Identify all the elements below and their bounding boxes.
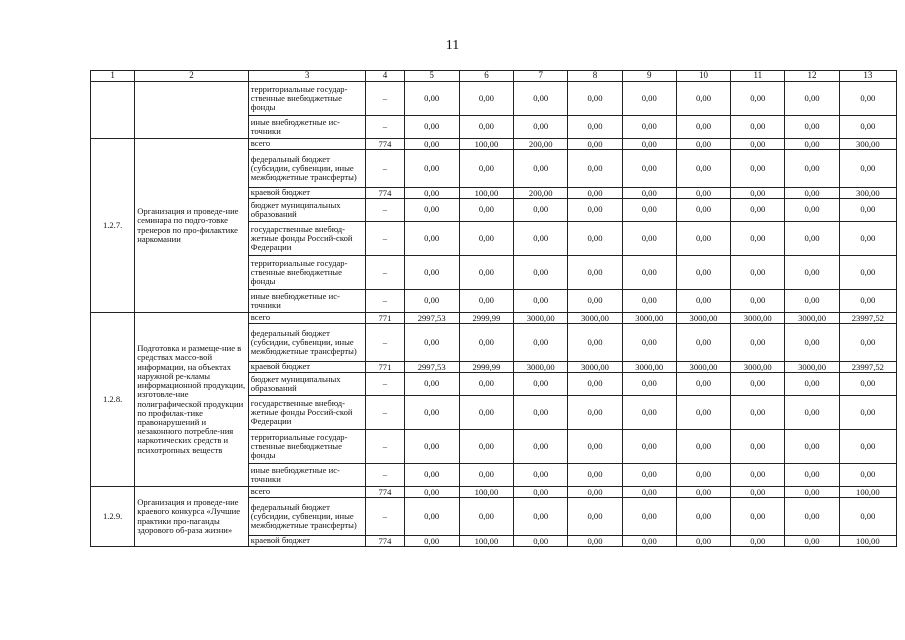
item-number: 1.2.9. <box>91 487 135 547</box>
grbs-code: – <box>366 464 404 487</box>
amount-cell: 0,00 <box>514 256 568 290</box>
funding-source: территориальные государ-ственные внебюджетные фонды <box>248 256 366 290</box>
amount-cell: 0,00 <box>785 464 839 487</box>
amount-cell: 0,00 <box>622 487 676 498</box>
amount-cell: 0,00 <box>514 536 568 547</box>
amount-cell: 100,00 <box>839 487 896 498</box>
amount-cell: 0,00 <box>622 116 676 139</box>
amount-cell: 0,00 <box>404 222 459 256</box>
amount-cell: 0,00 <box>839 222 896 256</box>
amount-cell: 0,00 <box>622 150 676 188</box>
amount-cell: 0,00 <box>459 222 513 256</box>
amount-cell: 0,00 <box>785 290 839 313</box>
column-header-11: 11 <box>731 71 785 82</box>
amount-cell: 0,00 <box>514 324 568 362</box>
amount-cell: 23997,52 <box>839 313 896 324</box>
amount-cell: 0,00 <box>459 256 513 290</box>
amount-cell: 0,00 <box>622 222 676 256</box>
amount-cell: 0,00 <box>622 498 676 536</box>
amount-cell: 0,00 <box>839 464 896 487</box>
funding-source: бюджет муниципальных образований <box>248 199 366 222</box>
amount-cell: 100,00 <box>459 536 513 547</box>
amount-cell: 0,00 <box>785 430 839 464</box>
column-header-8: 8 <box>568 71 622 82</box>
amount-cell: 0,00 <box>514 464 568 487</box>
amount-cell: 0,00 <box>404 396 459 430</box>
amount-cell: 0,00 <box>676 116 730 139</box>
amount-cell: 300,00 <box>839 139 896 150</box>
amount-cell: 3000,00 <box>731 362 785 373</box>
amount-cell: 0,00 <box>622 290 676 313</box>
amount-cell: 3000,00 <box>622 362 676 373</box>
amount-cell: 0,00 <box>622 82 676 116</box>
amount-cell: 100,00 <box>839 536 896 547</box>
funding-source: федеральный бюджет (субсидии, субвенции, иные межбюджетные трансферты) <box>248 150 366 188</box>
amount-cell: 2999,99 <box>459 362 513 373</box>
funding-source: бюджет муниципальных образований <box>248 373 366 396</box>
column-header-12: 12 <box>785 71 839 82</box>
funding-source: государственные внебюд-жетные фонды Россий-ской Федерации <box>248 222 366 256</box>
amount-cell: 0,00 <box>839 396 896 430</box>
table-row <box>91 139 897 150</box>
column-header-2: 2 <box>135 71 249 82</box>
funding-source: иные внебюджетные ис-точники <box>248 116 366 139</box>
amount-cell: 0,00 <box>785 536 839 547</box>
amount-cell: 0,00 <box>731 536 785 547</box>
amount-cell: 0,00 <box>731 139 785 150</box>
amount-cell: 0,00 <box>839 498 896 536</box>
amount-cell: 0,00 <box>676 430 730 464</box>
amount-cell: 0,00 <box>404 116 459 139</box>
amount-cell: 0,00 <box>568 222 622 256</box>
amount-cell: 0,00 <box>622 373 676 396</box>
funding-source: государственные внебюд-жетные фонды Россий-ской Федерации <box>248 396 366 430</box>
amount-cell: 0,00 <box>676 536 730 547</box>
funding-source: всего <box>248 139 366 150</box>
amount-cell: 0,00 <box>676 373 730 396</box>
grbs-code: – <box>366 199 404 222</box>
column-header-9: 9 <box>622 71 676 82</box>
amount-cell: 0,00 <box>676 256 730 290</box>
amount-cell: 0,00 <box>514 498 568 536</box>
amount-cell: 0,00 <box>404 430 459 464</box>
amount-cell: 0,00 <box>568 139 622 150</box>
amount-cell: 0,00 <box>676 150 730 188</box>
amount-cell: 0,00 <box>676 222 730 256</box>
amount-cell: 0,00 <box>785 324 839 362</box>
funding-source: краевой бюджет <box>248 362 366 373</box>
amount-cell: 0,00 <box>459 373 513 396</box>
amount-cell: 0,00 <box>785 222 839 256</box>
amount-cell: 0,00 <box>459 150 513 188</box>
amount-cell: 0,00 <box>839 430 896 464</box>
amount-cell: 0,00 <box>404 199 459 222</box>
item-name: Организация и проведе-ние краевого конкурса «Лучшие практики про-паганды здорового об-раза жизни» <box>135 487 249 547</box>
amount-cell: 0,00 <box>568 82 622 116</box>
amount-cell: 0,00 <box>622 324 676 362</box>
grbs-code: – <box>366 290 404 313</box>
column-header-3: 3 <box>248 71 366 82</box>
grbs-code: – <box>366 150 404 188</box>
amount-cell: 3000,00 <box>568 313 622 324</box>
grbs-code: – <box>366 373 404 396</box>
funding-source: краевой бюджет <box>248 188 366 199</box>
grbs-code: – <box>366 256 404 290</box>
amount-cell: 100,00 <box>459 487 513 498</box>
funding-source: территориальные государ-ственные внебюджетные фонды <box>248 82 366 116</box>
amount-cell: 0,00 <box>731 150 785 188</box>
amount-cell: 0,00 <box>568 188 622 199</box>
amount-cell: 0,00 <box>514 150 568 188</box>
amount-cell: 0,00 <box>404 487 459 498</box>
amount-cell: 200,00 <box>514 139 568 150</box>
amount-cell: 0,00 <box>568 290 622 313</box>
amount-cell: 0,00 <box>622 396 676 430</box>
item-name <box>135 82 249 139</box>
amount-cell: 0,00 <box>404 464 459 487</box>
amount-cell: 0,00 <box>459 199 513 222</box>
amount-cell: 3000,00 <box>676 362 730 373</box>
item-number <box>91 82 135 139</box>
amount-cell: 0,00 <box>785 373 839 396</box>
amount-cell: 0,00 <box>839 373 896 396</box>
amount-cell: 0,00 <box>404 498 459 536</box>
amount-cell: 0,00 <box>622 464 676 487</box>
grbs-code: – <box>366 222 404 256</box>
amount-cell: 0,00 <box>839 116 896 139</box>
amount-cell: 2997,53 <box>404 362 459 373</box>
amount-cell: 0,00 <box>839 290 896 313</box>
amount-cell: 0,00 <box>731 188 785 199</box>
amount-cell: 0,00 <box>568 464 622 487</box>
amount-cell: 3000,00 <box>622 313 676 324</box>
amount-cell: 0,00 <box>731 464 785 487</box>
amount-cell: 0,00 <box>731 373 785 396</box>
amount-cell: 23997,52 <box>839 362 896 373</box>
amount-cell: 0,00 <box>731 487 785 498</box>
amount-cell: 300,00 <box>839 188 896 199</box>
amount-cell: 0,00 <box>622 256 676 290</box>
funding-source: всего <box>248 487 366 498</box>
amount-cell: 3000,00 <box>785 313 839 324</box>
column-header-6: 6 <box>459 71 513 82</box>
amount-cell: 2999,99 <box>459 313 513 324</box>
grbs-code: – <box>366 116 404 139</box>
amount-cell: 0,00 <box>839 150 896 188</box>
amount-cell: 0,00 <box>785 487 839 498</box>
table-body <box>91 71 897 547</box>
funding-source: федеральный бюджет (субсидии, субвенции, иные межбюджетные трансферты) <box>248 498 366 536</box>
amount-cell: 0,00 <box>459 290 513 313</box>
table-row <box>91 313 897 324</box>
amount-cell: 3000,00 <box>568 362 622 373</box>
amount-cell: 0,00 <box>676 290 730 313</box>
grbs-code: 774 <box>366 188 404 199</box>
amount-cell: 2997,53 <box>404 313 459 324</box>
amount-cell: 0,00 <box>839 82 896 116</box>
amount-cell: 0,00 <box>459 396 513 430</box>
amount-cell: 0,00 <box>459 324 513 362</box>
amount-cell: 0,00 <box>676 487 730 498</box>
amount-cell: 0,00 <box>731 396 785 430</box>
item-number: 1.2.7. <box>91 139 135 313</box>
amount-cell: 0,00 <box>459 464 513 487</box>
amount-cell: 100,00 <box>459 188 513 199</box>
table-row <box>91 82 897 116</box>
amount-cell: 0,00 <box>731 498 785 536</box>
column-header-7: 7 <box>514 71 568 82</box>
funding-source: территориальные государ-ственные внебюджетные фонды <box>248 430 366 464</box>
amount-cell: 0,00 <box>676 188 730 199</box>
amount-cell: 0,00 <box>568 116 622 139</box>
amount-cell: 0,00 <box>731 256 785 290</box>
funding-source: федеральный бюджет (субсидии, субвенции, иные межбюджетные трансферты) <box>248 324 366 362</box>
amount-cell: 0,00 <box>404 373 459 396</box>
amount-cell: 0,00 <box>568 324 622 362</box>
funding-source: иные внебюджетные ис-точники <box>248 290 366 313</box>
amount-cell: 0,00 <box>404 324 459 362</box>
amount-cell: 0,00 <box>676 324 730 362</box>
amount-cell: 0,00 <box>676 396 730 430</box>
amount-cell: 0,00 <box>459 498 513 536</box>
grbs-code: – <box>366 396 404 430</box>
amount-cell: 0,00 <box>731 116 785 139</box>
amount-cell: 0,00 <box>622 430 676 464</box>
amount-cell: 0,00 <box>514 199 568 222</box>
amount-cell: 0,00 <box>514 116 568 139</box>
amount-cell: 0,00 <box>676 82 730 116</box>
amount-cell: 0,00 <box>459 116 513 139</box>
budget-table <box>90 70 897 547</box>
amount-cell: 0,00 <box>785 199 839 222</box>
grbs-code: 771 <box>366 313 404 324</box>
amount-cell: 0,00 <box>731 82 785 116</box>
amount-cell: 0,00 <box>785 188 839 199</box>
amount-cell: 0,00 <box>404 82 459 116</box>
grbs-code: – <box>366 430 404 464</box>
column-header-1: 1 <box>91 71 135 82</box>
amount-cell: 0,00 <box>568 430 622 464</box>
amount-cell: 0,00 <box>568 199 622 222</box>
amount-cell: 0,00 <box>731 199 785 222</box>
amount-cell: 0,00 <box>839 256 896 290</box>
amount-cell: 0,00 <box>459 82 513 116</box>
amount-cell: 0,00 <box>514 430 568 464</box>
amount-cell: 0,00 <box>839 324 896 362</box>
grbs-code: – <box>366 82 404 116</box>
amount-cell: 0,00 <box>404 150 459 188</box>
amount-cell: 0,00 <box>731 222 785 256</box>
grbs-code: 774 <box>366 139 404 150</box>
amount-cell: 0,00 <box>404 536 459 547</box>
amount-cell: 0,00 <box>404 188 459 199</box>
amount-cell: 0,00 <box>568 396 622 430</box>
item-name: Организация и проведе-ние семинара по подго-товке тренеров по про-филактике наркомании <box>135 139 249 313</box>
amount-cell: 0,00 <box>622 188 676 199</box>
amount-cell: 0,00 <box>622 139 676 150</box>
amount-cell: 0,00 <box>514 487 568 498</box>
grbs-code: – <box>366 498 404 536</box>
amount-cell: 3000,00 <box>676 313 730 324</box>
column-header-4: 4 <box>366 71 404 82</box>
amount-cell: 0,00 <box>785 498 839 536</box>
amount-cell: 0,00 <box>514 82 568 116</box>
column-header-13: 13 <box>839 71 896 82</box>
amount-cell: 0,00 <box>676 139 730 150</box>
amount-cell: 0,00 <box>785 150 839 188</box>
amount-cell: 0,00 <box>731 324 785 362</box>
amount-cell: 0,00 <box>568 536 622 547</box>
amount-cell: 0,00 <box>514 290 568 313</box>
amount-cell: 0,00 <box>785 256 839 290</box>
amount-cell: 0,00 <box>622 536 676 547</box>
amount-cell: 0,00 <box>676 498 730 536</box>
funding-source: иные внебюджетные ис-точники <box>248 464 366 487</box>
amount-cell: 0,00 <box>568 256 622 290</box>
amount-cell: 0,00 <box>514 373 568 396</box>
item-name: Подготовка и размеще-ние в средствах массо-вой информации, на объектах наружной ре-кламы информационной продукции, изготовле-ние полиграфической продукции по профилак-тике правонарушений и незаконного потребле-ния наркотических средств и психотропных веществ <box>135 313 249 487</box>
amount-cell: 0,00 <box>785 82 839 116</box>
header-row <box>91 71 897 82</box>
grbs-code: – <box>366 324 404 362</box>
amount-cell: 0,00 <box>785 139 839 150</box>
amount-cell: 0,00 <box>731 290 785 313</box>
amount-cell: 3000,00 <box>514 362 568 373</box>
amount-cell: 0,00 <box>404 256 459 290</box>
amount-cell: 0,00 <box>459 430 513 464</box>
grbs-code: 771 <box>366 362 404 373</box>
amount-cell: 0,00 <box>568 373 622 396</box>
amount-cell: 0,00 <box>514 222 568 256</box>
amount-cell: 100,00 <box>459 139 513 150</box>
item-number: 1.2.8. <box>91 313 135 487</box>
amount-cell: 0,00 <box>622 199 676 222</box>
amount-cell: 0,00 <box>568 498 622 536</box>
page-number: 11 <box>445 38 460 53</box>
funding-source: краевой бюджет <box>248 536 366 547</box>
amount-cell: 0,00 <box>514 396 568 430</box>
amount-cell: 3000,00 <box>731 313 785 324</box>
amount-cell: 0,00 <box>404 139 459 150</box>
column-header-5: 5 <box>404 71 459 82</box>
amount-cell: 0,00 <box>785 116 839 139</box>
amount-cell: 3000,00 <box>785 362 839 373</box>
amount-cell: 0,00 <box>839 199 896 222</box>
amount-cell: 0,00 <box>404 290 459 313</box>
amount-cell: 0,00 <box>568 150 622 188</box>
amount-cell: 0,00 <box>731 430 785 464</box>
amount-cell: 3000,00 <box>514 313 568 324</box>
grbs-code: 774 <box>366 487 404 498</box>
column-header-10: 10 <box>676 71 730 82</box>
amount-cell: 0,00 <box>785 396 839 430</box>
grbs-code: 774 <box>366 536 404 547</box>
amount-cell: 200,00 <box>514 188 568 199</box>
table-row <box>91 487 897 498</box>
amount-cell: 0,00 <box>676 199 730 222</box>
amount-cell: 0,00 <box>568 487 622 498</box>
amount-cell: 0,00 <box>676 464 730 487</box>
funding-source: всего <box>248 313 366 324</box>
